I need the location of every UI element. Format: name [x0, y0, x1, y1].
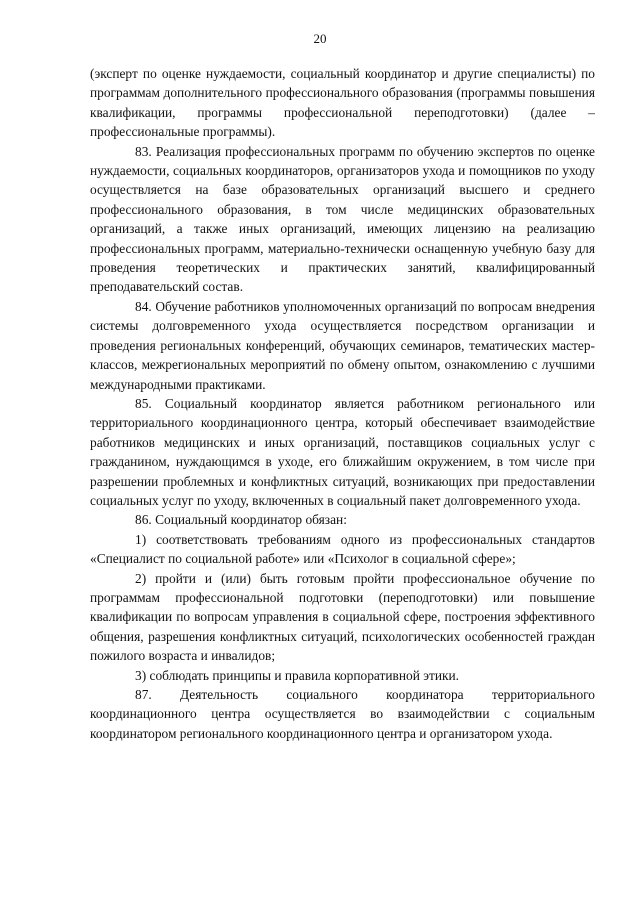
paragraph-83: 83. Реализация профессиональных программ по обучению экспертов по оценке нуждаемости, социальных координаторов, организаторов ухода и помощников по уходу осуществляется на базе образовательных организаций высшего и среднего профессионального образования, в том числе медицинских образовательных организаций, а также иных организаций, имеющих лицензию на реализацию профессиональных программ, материально-технически оснащенную учебную базу для проведения теоретических и практических занятий, квалифицированный преподавательский состав. — [90, 143, 595, 295]
paragraph-87: 87. Деятельность социального координатора территориального координационного центра осуществляется во взаимодействии с социальным координатором регионального координационного центра и организатором ухода. — [90, 687, 595, 741]
page-number: 20 — [313, 31, 327, 46]
paragraph-86-item-2: 2) пройти и (или) быть готовым пройти профессиональное обучение по программам профессиональной подготовки (переподготовки) или повышение квалификации по вопросам управления в социальной сфере, построения эффективного общения, разрешения конфликтных ситуаций, психологических особенностей граждан пожилого возраста и инвалидов; — [90, 570, 595, 664]
paragraph-86-item-1: 1) соответствовать требованиям одного из профессиональных стандартов «Специалист по социальной работе» или «Психолог в социальной сфере»; — [90, 531, 595, 567]
paragraph-84: 84. Обучение работников уполномоченных организаций по вопросам внедрения системы долговременного ухода осуществляется посредством организации и проведения региональных конференций, обучающих семинаров, тематических мастер-классов, межрегиональных мероприятий по обмену опытом, ознакомлению с лучшими международными практиками. — [90, 298, 595, 392]
paragraph-86-item-3: 3) соблюдать принципы и правила корпоративной этики. — [135, 667, 460, 683]
document-body — [90, 64, 595, 743]
paragraph-85: 85. Социальный координатор является работником регионального или территориального координационного центра, который обеспечивает взаимодействие работников медицинских и иных организаций, поставщиков социальных услуг с гражданином, нуждающимся в уходе, его ближайшим окружением, в том числе при разрешении проблемных и конфликтных ситуаций, возникающих при предоставлении социальных услуг по уходу, включенных в социальный пакет долговременного ухода. — [90, 395, 595, 508]
paragraph-continuation: (эксперт по оценке нуждаемости, социальный координатор и другие специалисты) по программам дополнительного профессионального образования (программы повышения квалификации, программы профессиональной переподготовки) (далее – профессиональные программы). — [90, 66, 595, 140]
paragraph-86: 86. Социальный координатор обязан: — [135, 512, 347, 528]
